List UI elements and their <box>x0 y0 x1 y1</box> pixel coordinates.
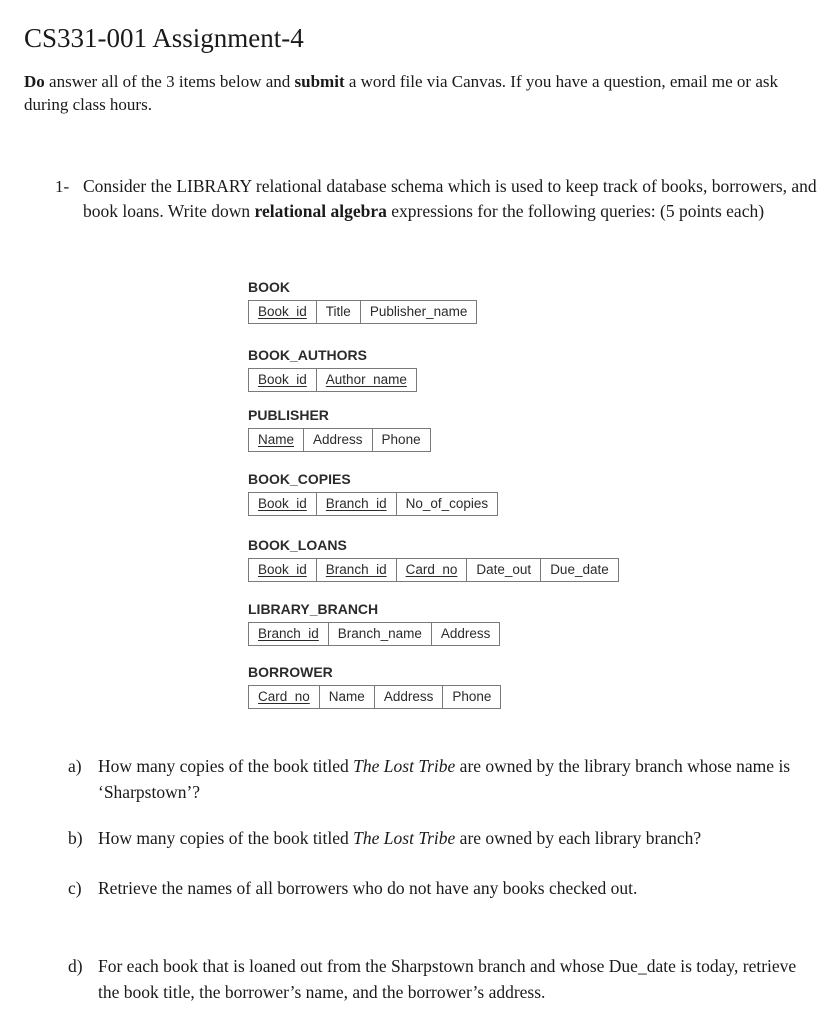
document-title: CS331-001 Assignment-4 <box>24 23 304 53</box>
schema-attr: Address <box>304 429 373 451</box>
schema-attributes <box>248 492 498 516</box>
schema-attr: Due_date <box>550 562 609 577</box>
schema-attributes <box>248 368 417 392</box>
book-title-italic: The Lost Tribe <box>353 828 456 848</box>
schema-attributes <box>248 685 501 709</box>
schema-attributes <box>248 558 619 582</box>
subquestion-label: a) <box>68 756 82 776</box>
schema-attr: Address <box>440 626 491 641</box>
subq-a-text-1: How many copies of the book titled <box>98 756 354 776</box>
schema-attr: Branch_id <box>249 623 329 645</box>
schema-attr: Date_out <box>467 559 541 581</box>
schema-name: BORROWER <box>248 664 333 680</box>
intro-text-2: a word file via Canvas. If you have a question, email me or ask during class hours. <box>24 72 778 114</box>
intro-do: Do <box>24 72 45 91</box>
schema-attr: Publisher_name <box>369 304 468 319</box>
schema-name: BOOK_LOANS <box>248 537 347 553</box>
question-1-text <box>83 174 823 224</box>
schema-book-copies <box>248 471 498 516</box>
schema-attr: Author_name <box>325 372 407 387</box>
schema-book <box>248 279 477 324</box>
schema-attr: Name <box>320 686 375 708</box>
schema-attributes <box>248 300 477 324</box>
schema-name: LIBRARY_BRANCH <box>248 601 379 617</box>
schema-attributes <box>248 622 500 646</box>
schema-attr: Book_id <box>249 301 317 323</box>
schema-attr: Card_no <box>397 559 468 581</box>
subquestion-text: Retrieve the names of all borrowers who do not have any books checked out. <box>98 878 638 898</box>
schema-attr: Name <box>249 429 304 451</box>
schema-name: BOOK <box>248 279 290 295</box>
schema-book-authors <box>248 347 417 392</box>
subq-b-text-1: How many copies of the book titled <box>98 828 354 848</box>
subq-a-text-2: are owned by the library branch whose name is ‘Sharpstown’? <box>98 756 791 802</box>
schema-borrower <box>248 664 501 709</box>
subquestion-label: d) <box>68 956 83 976</box>
schema-library-branch <box>248 601 500 646</box>
schema-attr: Title <box>317 301 361 323</box>
schema-name: PUBLISHER <box>248 407 329 423</box>
schema-attr: Branch_id <box>317 493 397 515</box>
subquestion-text <box>98 753 808 805</box>
intro-submit: submit <box>294 72 345 91</box>
subquestion-label: c) <box>68 878 82 898</box>
question-1-number: 1- <box>55 177 70 196</box>
schema-name: BOOK_COPIES <box>248 471 351 487</box>
q1-text-2: expressions for the following queries: (5 points each) <box>386 201 765 221</box>
intro-text-1: answer all of the 3 items below and <box>44 72 295 91</box>
schema-attr: Branch_name <box>329 623 432 645</box>
schema-attr: Card_no <box>249 686 320 708</box>
schema-attr: Branch_id <box>317 559 397 581</box>
schema-attr: Book_id <box>249 493 317 515</box>
subquestion-label: b) <box>68 828 83 848</box>
subquestion-text: For each book that is loaned out from the Sharpstown branch and whose Due_date is today, retrieve the book title, the borrower’s name, and the borrower’s address. <box>98 956 797 1002</box>
subq-b-text-2: are owned by each library branch? <box>455 828 702 848</box>
book-title-italic: The Lost Tribe <box>353 756 456 776</box>
schema-name: BOOK_AUTHORS <box>248 347 368 363</box>
schema-attr: No_of_copies <box>405 496 489 511</box>
schema-publisher <box>248 407 431 452</box>
schema-attr: Address <box>375 686 444 708</box>
subquestion-text <box>98 825 808 851</box>
schema-attributes <box>248 428 431 452</box>
schema-book-loans <box>248 537 619 582</box>
q1-text-1: Consider the LIBRARY relational database schema which is used to keep track of books, borrowers, and book loans. Write down <box>83 176 817 221</box>
q1-bold: relational algebra <box>254 201 387 221</box>
intro-paragraph <box>24 70 814 116</box>
schema-attr: Phone <box>381 432 421 447</box>
schema-attr: Book_id <box>249 559 317 581</box>
schema-attr: Phone <box>452 689 492 704</box>
schema-attr: Book_id <box>249 369 317 391</box>
